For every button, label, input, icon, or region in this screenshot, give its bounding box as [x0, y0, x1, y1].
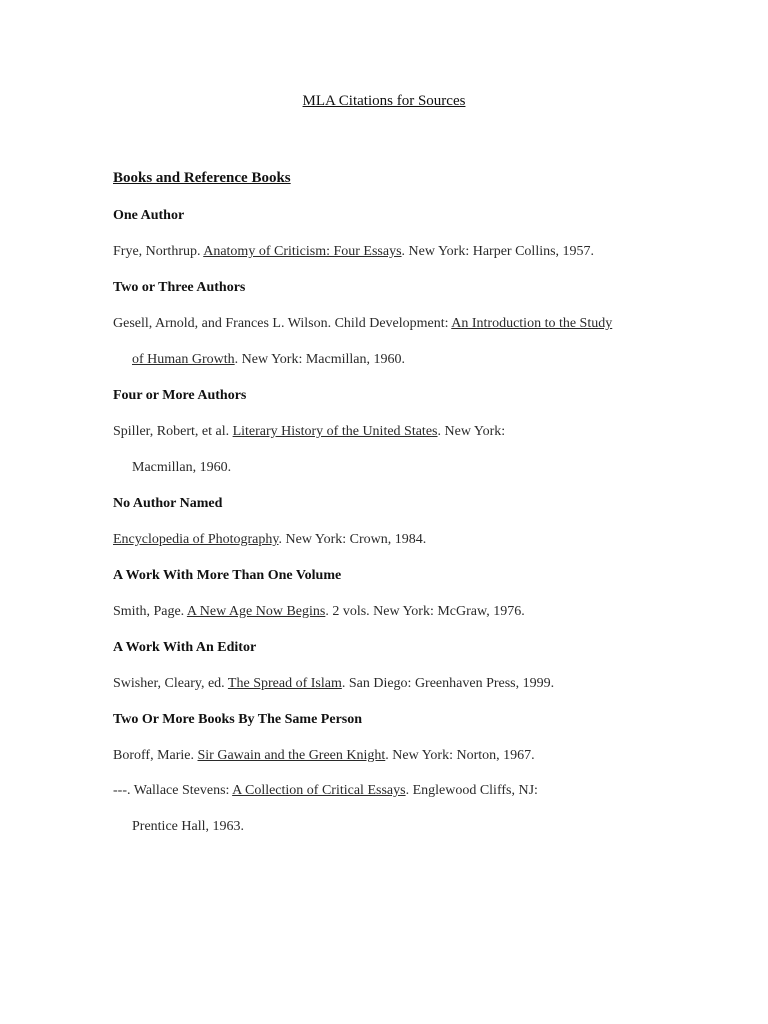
- citation-author: Frye, Northrup.: [113, 244, 204, 259]
- citation-author: Smith, Page.: [113, 604, 187, 619]
- citation-stevens-continuation: Prentice Hall, 1963.: [132, 819, 244, 834]
- page-title: MLA Citations for Sources: [302, 93, 466, 109]
- citation-title: The Spread of Islam: [227, 676, 342, 691]
- citation-encyclopedia: [113, 531, 426, 549]
- subhead-no-author: No Author Named: [113, 496, 223, 511]
- citation-spiller-continuation: Macmillan, 1960.: [132, 460, 232, 475]
- citation-title: A Collection of Critical Essays: [232, 783, 406, 798]
- citation-author: ---. Wallace Stevens:: [113, 783, 233, 798]
- citation-title: Encyclopedia of Photography: [113, 532, 279, 547]
- citation-swisher: [113, 675, 554, 693]
- citation-title: Anatomy of Criticism: Four Essays: [203, 244, 402, 259]
- citation-publication: . New York: Norton, 1967.: [385, 748, 535, 763]
- subhead-two-three-authors: Two or Three Authors: [113, 280, 246, 295]
- citation-title: An Introduction to the Study: [451, 316, 613, 331]
- citation-title: A New Age Now Begins: [186, 604, 326, 619]
- citation-author: Boroff, Marie.: [113, 748, 198, 763]
- citation-publication: . New York:: [437, 424, 506, 439]
- subhead-same-person: Two Or More Books By The Same Person: [113, 712, 363, 727]
- citation-gesell-continuation: [132, 351, 405, 369]
- section-heading: Books and Reference Books: [113, 170, 291, 186]
- citation-author: Spiller, Robert, et al.: [113, 424, 233, 439]
- citation-spiller: [113, 423, 505, 441]
- citation-frye: [113, 243, 594, 261]
- citation-publication: . New York: Macmillan, 1960.: [234, 352, 405, 367]
- citation-gesell: [113, 315, 612, 333]
- citation-publication: . New York: Harper Collins, 1957.: [401, 244, 595, 259]
- citation-stevens: [113, 782, 538, 800]
- subhead-one-author: One Author: [113, 208, 185, 223]
- citation-author: Gesell, Arnold, and Frances L. Wilson. Child Development:: [113, 316, 452, 331]
- citation-publication: . New York: Crown, 1984.: [278, 532, 427, 547]
- citation-author: Swisher, Cleary, ed.: [113, 676, 228, 691]
- citation-title: Sir Gawain and the Green Knight: [197, 748, 386, 763]
- citation-publication: . Englewood Cliffs, NJ:: [405, 783, 538, 798]
- citation-smith: [113, 603, 525, 621]
- citation-boroff: [113, 747, 535, 765]
- citation-publication: . 2 vols. New York: McGraw, 1976.: [325, 604, 525, 619]
- subhead-four-more-authors: Four or More Authors: [113, 388, 247, 403]
- subhead-multi-volume: A Work With More Than One Volume: [113, 568, 342, 583]
- citation-title: of Human Growth: [132, 352, 235, 367]
- subhead-with-editor: A Work With An Editor: [113, 640, 257, 655]
- citation-title: Literary History of the United States: [232, 424, 438, 439]
- citation-publication: . San Diego: Greenhaven Press, 1999.: [341, 676, 555, 691]
